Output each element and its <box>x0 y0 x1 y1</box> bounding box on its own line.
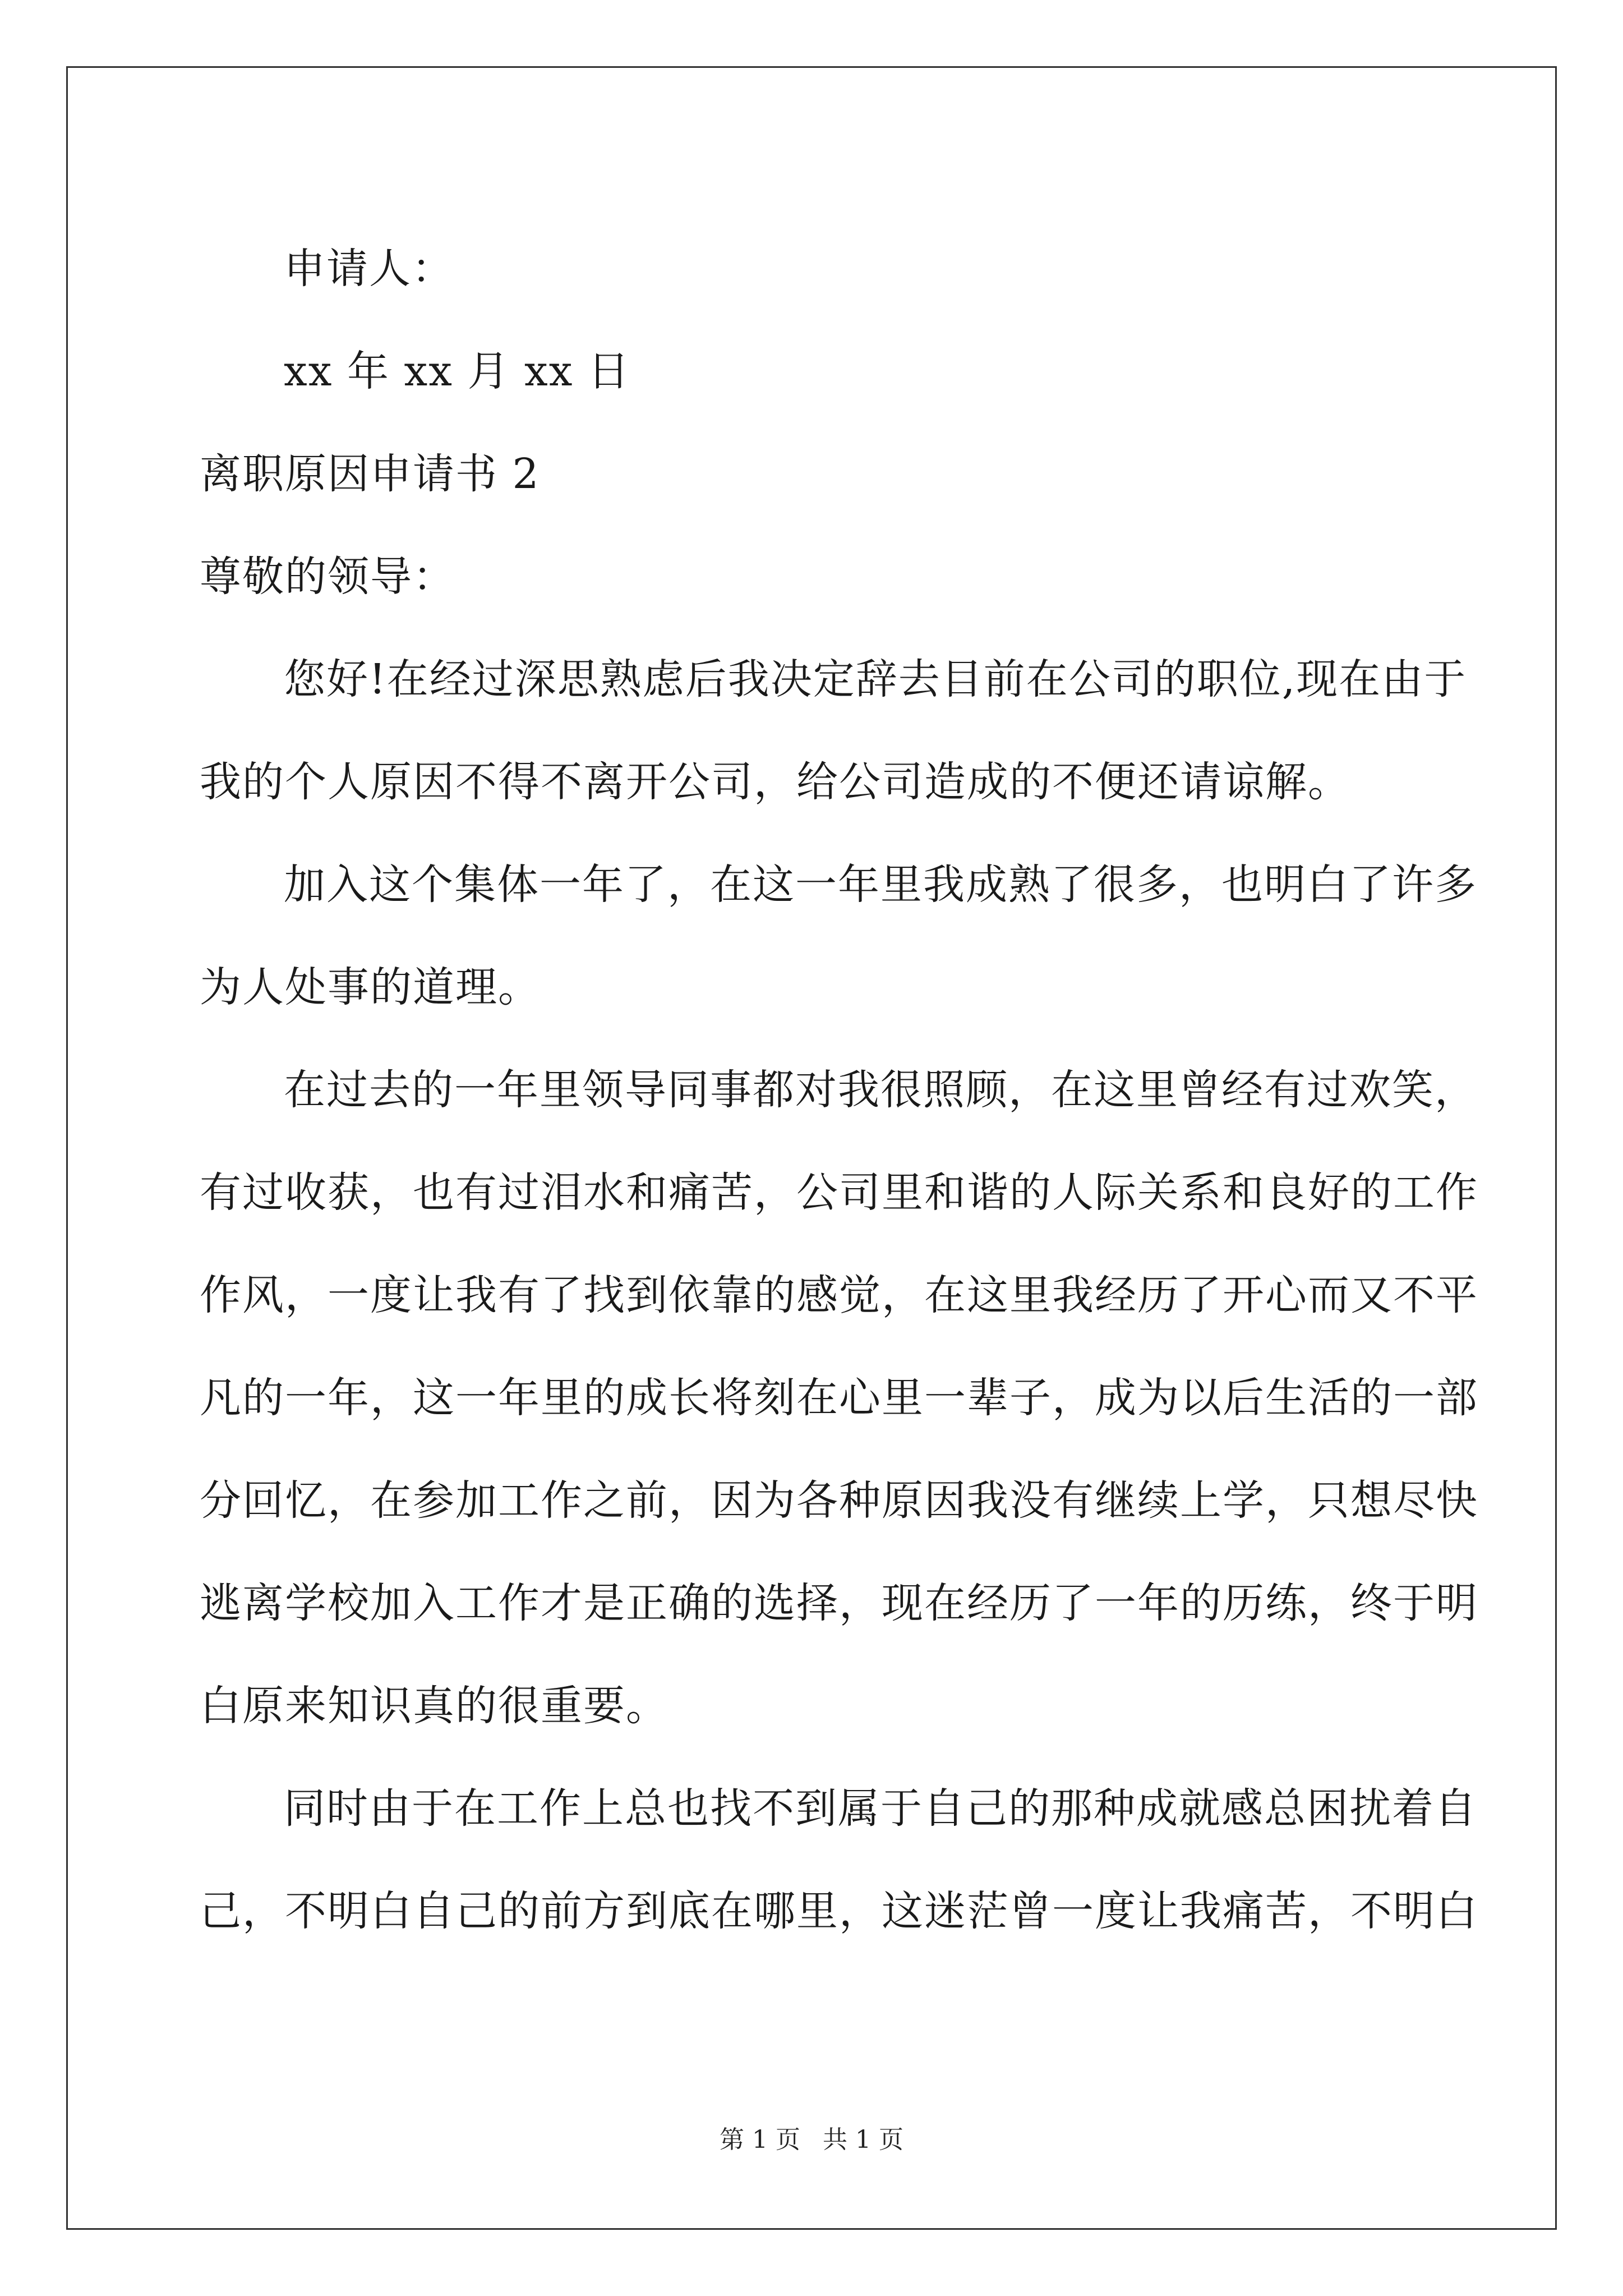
document-body <box>200 218 1478 1963</box>
page-number-total: 共 1 页 <box>823 2125 903 2154</box>
page-footer <box>0 2123 1623 2157</box>
page-number-current: 第 1 页 <box>720 2125 800 2154</box>
paragraph-line: 为人处事的道理。 <box>200 963 541 1011</box>
paragraph-line: 逃离学校加入工作才是正确的选择，现在经历了一年的历练，终于明 <box>200 1579 1478 1627</box>
date-line: xx 年 xx 月 xx 日 <box>284 347 631 395</box>
paragraph-line: 加入这个集体一年了，在这一年里我成熟了很多，也明白了许多 <box>284 861 1477 909</box>
paragraph-line: 在过去的一年里领导同事都对我很照顾，在这里曾经有过欢笑， <box>284 1066 1477 1114</box>
paragraph-line: 分回忆，在参加工作之前，因为各种原因我没有继续上学，只想尽快 <box>200 1476 1478 1525</box>
applicant-line: 申请人： <box>284 245 454 293</box>
document-title: 离职原因申请书 2 <box>200 450 540 498</box>
paragraph-line: 白原来知识真的很重要。 <box>200 1682 668 1730</box>
paragraph-line: 凡的一年，这一年里的成长将刻在心里一辈子，成为以后生活的一部 <box>200 1374 1478 1422</box>
salutation: 尊敬的领导： <box>200 553 455 601</box>
paragraph-line: 我的个人原因不得不离开公司，给公司造成的不便还请谅解。 <box>200 758 1350 806</box>
paragraph-line: 己，不明白自己的前方到底在哪里，这迷茫曾一度让我痛苦，不明白 <box>200 1887 1478 1935</box>
paragraph-line: 作风，一度让我有了找到依靠的感觉，在这里我经历了开心而又不平 <box>200 1271 1478 1319</box>
paragraph-line: 您好!在经过深思熟虑后我决定辞去目前在公司的职位,现在由于 <box>284 655 1467 703</box>
paragraph-line: 有过收获，也有过泪水和痛苦，公司里和谐的人际关系和良好的工作 <box>200 1168 1478 1217</box>
paragraph-line: 同时由于在工作上总也找不到属于自己的那种成就感总困扰着自 <box>284 1784 1477 1833</box>
